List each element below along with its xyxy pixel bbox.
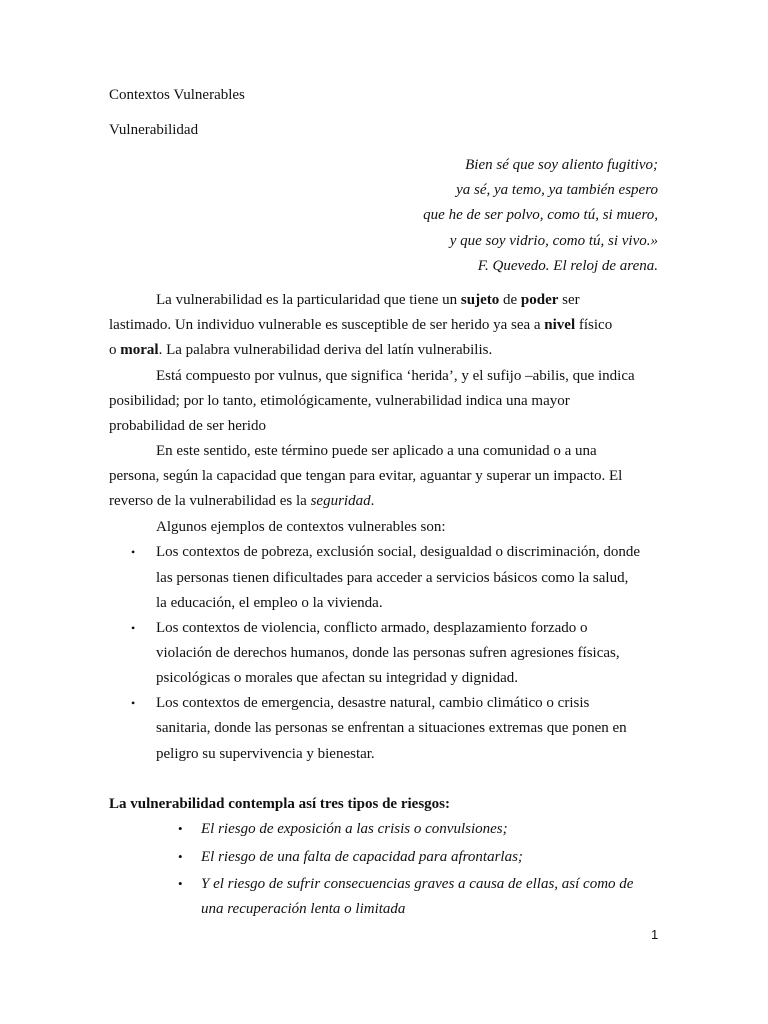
list-item-line: psicológicas o morales que afectan su integridad y dignidad.: [156, 670, 518, 686]
bold-term: sujeto: [460, 292, 500, 308]
text-run: o: [109, 342, 121, 358]
bullet-dot-icon: •: [178, 849, 183, 864]
text-run: . La palabra vulnerabilidad deriva del latín vulnerabilis.: [158, 342, 493, 358]
document-title: Contextos Vulnerables: [109, 87, 245, 103]
bullet-dot-icon: •: [131, 621, 136, 635]
paragraph-line: persona, según la capacidad que tengan para evitar, aguantar y superar un impacto. El: [109, 468, 623, 484]
bullet-dot-icon: •: [131, 696, 136, 710]
text-run: lastimado. Un individuo vulnerable es susceptible de ser herido ya sea a: [109, 317, 545, 333]
text-run: La vulnerabilidad es la particularidad que tiene un: [156, 292, 461, 308]
epigraph-attribution: F. Quevedo. El reloj de arena.: [477, 258, 658, 274]
epigraph-line: que he de ser polvo, como tú, si muero,: [423, 207, 658, 223]
list-item-line: la educación, el empleo o la vivienda.: [156, 595, 383, 611]
italic-term: seguridad: [310, 493, 371, 509]
risks-heading: La vulnerabilidad contempla así tres tipos de riesgos:: [109, 796, 450, 812]
text-run: de: [499, 292, 521, 308]
paragraph-line: Está compuesto por vulnus, que significa ‘herida’, y el sufijo –abilis, que indica: [156, 368, 635, 384]
text-run: ser: [558, 292, 580, 308]
list-item-line: El riesgo de exposición a las crisis o convulsiones;: [201, 821, 508, 837]
paragraph-line: [109, 492, 374, 510]
list-item-line: sanitaria, donde las personas se enfrentan a situaciones extremas que ponen en: [156, 720, 627, 736]
epigraph-line: ya sé, ya temo, ya también espero: [456, 182, 658, 198]
paragraph-line: En este sentido, este término puede ser aplicado a una comunidad o a una: [156, 443, 597, 459]
page-number: 1: [651, 927, 659, 942]
list-item-line: las personas tienen dificultades para acceder a servicios básicos como la salud,: [156, 570, 629, 586]
bold-term: poder: [520, 292, 559, 308]
bold-term: nivel: [544, 317, 576, 333]
epigraph-line: Bien sé que soy aliento fugitivo;: [465, 157, 658, 173]
list-item-line: una recuperación lenta o limitada: [201, 901, 406, 917]
epigraph-line: y que soy vidrio, como tú, si vivo.»: [449, 233, 658, 249]
text-run: .: [370, 493, 375, 509]
bullet-dot-icon: •: [131, 545, 136, 559]
list-item-line: El riesgo de una falta de capacidad para afrontarlas;: [201, 849, 523, 865]
list-item-line: peligro su supervivencia y bienestar.: [156, 746, 375, 762]
list-item-line: Los contextos de pobreza, exclusión social, desigualdad o discriminación, donde: [156, 544, 641, 560]
list-item-line: Los contextos de emergencia, desastre natural, cambio climático o crisis: [156, 695, 590, 711]
paragraph-line: [156, 291, 580, 309]
bullet-dot-icon: •: [178, 821, 183, 836]
paragraph-line: posibilidad; por lo tanto, etimológicamente, vulnerabilidad indica una mayor: [109, 393, 570, 409]
text-run: físico: [575, 317, 613, 333]
section-title: Vulnerabilidad: [109, 122, 199, 138]
bullet-dot-icon: •: [178, 876, 183, 891]
paragraph-line: [109, 341, 492, 359]
list-item-line: Y el riesgo de sufrir consecuencias graves a causa de ellas, así como de: [201, 876, 634, 892]
list-item-line: violación de derechos humanos, donde las personas sufren agresiones físicas,: [156, 645, 620, 661]
paragraph-line: [109, 316, 612, 334]
list-item-line: Los contextos de violencia, conflicto armado, desplazamiento forzado o: [156, 620, 588, 636]
bold-term: moral: [120, 342, 159, 358]
text-run: reverso de la vulnerabilidad es la: [109, 493, 311, 509]
examples-intro: Algunos ejemplos de contextos vulnerables son:: [156, 519, 446, 535]
paragraph-line: probabilidad de ser herido: [109, 418, 267, 434]
